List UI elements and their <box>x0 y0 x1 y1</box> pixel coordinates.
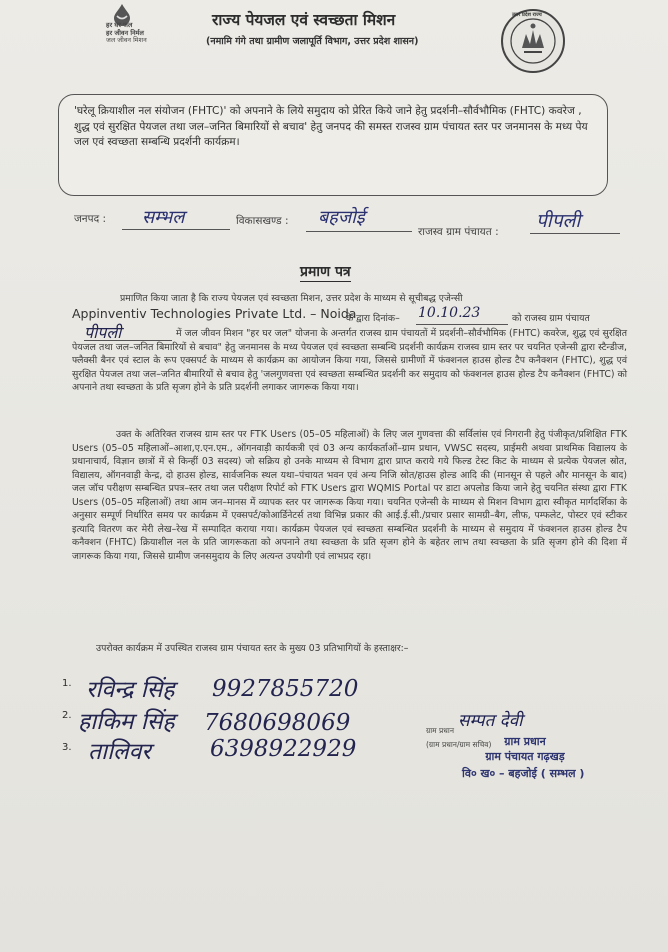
participant-2-name: हाकिम सिंह <box>78 709 175 735</box>
program-date: 10.10.23 <box>418 305 481 321</box>
participants-intro: उपरोक्त कार्यक्रम में उपस्थित राजस्व ग्राम पंचायत स्तर के मुख्य 03 प्रतिभागियों के हस्ताक्षर:– <box>96 643 409 654</box>
cert-para-1-date-label: के द्वारा दिनांक– <box>346 313 400 324</box>
district-value: सम्भल <box>142 207 185 228</box>
participant-2-phone: 7680698069 <box>204 710 351 736</box>
participant-1-name: रविन्द्र सिंह <box>86 677 175 703</box>
logo-caption-1: हर घर जल <box>106 21 133 29</box>
participant-3-number: 3. <box>62 742 72 753</box>
up-state-seal-icon <box>500 8 566 74</box>
certificate-title: प्रमाण पत्र <box>300 264 351 280</box>
cert-para-1-line-1: प्रमाणित किया जाता है कि राज्य पेयजल एवं स्वच्छता मिशन, उत्तर प्रदेश के माध्यम से सूचीबद्ध एजेन्सी <box>120 293 463 304</box>
stamp-line-3: वि० ख० – बहजोई ( सम्भल ) <box>462 767 585 780</box>
gram-panchayat-value: पीपली <box>536 210 581 232</box>
seal-text: उत्तर प्रदेश राज्य <box>512 12 542 18</box>
cert-para-1-body: में जल जीवन मिशन "हर घर जल" योजना के अन्तर्गत राजस्व ग्राम पंचायतों में प्रदर्शनी–सौर्वभौमिक (FHTC) कवरेज, शुद्ध एवं सुरक्षित पेयजल तथा जल–जनित बिमारियों से बचाव" हेतु जनमानस के मध्य पेयजल एवं स्वच्छता सम्बन्धि प्रदर्शनी कार्यक्रम राजस्व ग्राम स्तर पर चयनित एजेन्सी द्वारा स्टैन्डीज, फ्लैक्सी बैनर एवं स्टाल के रूप एक्सपर्ट के माध्यम से कार्यक्रम का आयोजन किया गया, जिससे ग्रामीणों में फंक्शनल हाउस होल्ड टैप कनैक्शन (FHTC), शुद्ध एवं सुरक्षित पेयजल तथा जल–जनित बीमारियों से बचाव हेतु 'जलगुणवत्ता एवं स्वच्छता सम्बन्धित प्रदर्शनी कर समुदाय को फंक्शनल हाउस होल्ड टैप कनैक्शन (FHTC) को अपनाने तथा स्वच्छता के प्रति सृजग होने के प्रति प्रदर्शनी लगाकर जागरूक किया गया। <box>72 328 627 393</box>
gram-panchayat-underline <box>530 233 620 234</box>
block-underline <box>306 231 412 232</box>
participant-3-name: तालिवर <box>88 739 151 765</box>
district-label: जनपद : <box>74 213 107 225</box>
cert-para-1-gp-label: को राजस्व ग्राम पंचायत <box>512 313 590 324</box>
participant-3-phone: 6398922929 <box>210 736 357 762</box>
cert-para-2-body: उक्त के अतिरिक्त राजस्व ग्राम स्तर पर FTK Users (05–05 महिलाओं) के लिए जल गुणवत्ता की सर्विलांस एवं निगरानी हेतु पंजीकृत/प्रशिक्षित FTK Users (05–05 महिलाओं–आशा,ए.एन.एम., ऑगनवाड़ी कार्यकत्री एवं 03 अन्य कार्यकर्ताओं–ग्राम प्रधान, VWSC सदस्य, प्राईमरी अथवा प्राथमिक विद्यालय के प्रधानाचार्य, विज्ञान छात्रों में से किन्हीं 03 सदस्य) जो सक्रिय हो उनके माध्यम से विभाग द्वारा प्राप्त कराये गये फिल्ड टेस्ट किट के माध्यम से प्रत्येक पेयजल स्रोत, विद्यालय, ऑगनवाड़ी केन्द्र, दो हाउस होल्ड, सार्वजनिक स्थल यथा–पंचायत भवन एवं अन्य निजि स्रोत/हाउस होल्ड आदि की (मानसून से पहले और मानसून के बाद) जल जॉच परीक्षण सम्बन्धित प्रपत्र–स्तर तथा जल परीक्षण रिपोर्ट को FTK Users द्वारा WQMIS Portal पर डाटा अपलोड किया जाने हेतु चयनित संस्था द्वारा FTK Users (05–05 महिलाओं) तथा आम जन–मानस में व्यापक स्तर पर जागरूक किया गया। चयनित एजेन्सी के माध्यम से मिशन विभाग द्वारा स्वीकृत मार्गदर्शिका के अनुसार सम्पूर्ण निर्धारित समय पर कार्यक्रम में एक्सपर्ट/कोआर्डिनेटर्स तथा विभिन्न प्रकार की आई.ई.सी./प्रचार प्रसार सामग्री–बैग, लीफ, पम्फलेट, पोस्टर एवं स्टीकर इत्यादि वितरण कर मेरी लेख–रेख में सम्पादित कराया गया। कार्यक्रम पेयजल एवं स्वच्छता सम्बन्धित प्रदर्शनी के माध्यम से समुदाय में फंक्शनल हाउस होल्ड टैप कनैक्शन (FHTC) क्रियाशील नल के प्रति जागरूकता को अपनाने तथा स्वच्छता के प्रति सृजग होने के बहेतर लाभ तथा स्वच्छता के प्रति सृजग होने की दिशा में जागरूक किया गया, जिससे ग्रामीण जनसमुदाय के लिए अत्यन्त उपयोगी एवं लाभप्रद रहा। <box>72 429 627 562</box>
cert-gram-panchayat: पीपली <box>84 323 122 342</box>
logo-caption-3: जल जीवन मिशन <box>106 36 147 44</box>
block-label: विकासखण्ड : <box>236 215 289 227</box>
participant-1-phone: 9927855720 <box>212 676 359 702</box>
date-underline <box>416 324 508 325</box>
agency-name: Appinventiv Technologies Private Ltd. – Noida <box>72 306 357 321</box>
stamp-line-1: ग्राम प्रधान <box>504 735 546 748</box>
signatory-label-2: (ग्राम प्रधान/ग्राम सचिव) <box>426 740 492 749</box>
block-value: बहजोई <box>318 207 365 228</box>
har-ghar-jal-logo <box>98 2 168 50</box>
program-notice-text: 'घरेलू क्रियाशील नल संयोजन (FHTC)' को अपनाने के लिये समुदाय को प्रेरित किये जाने हेतु प्रदर्शनी–सौर्वभौमिक (FHTC) कवरेज , शुद्ध एवं सुरक्षित पेयजल तथा जल–जनित बिमारियों से बचाव' हेतु जनपद की समस्त राजस्व ग्राम पंचायत स्तर पर जनमानस के मध्य पेय जल एवं स्वच्छता सम्बन्धि प्रदर्शनी कार्यक्रम। <box>74 105 588 148</box>
participant-1-number: 1. <box>62 678 72 689</box>
logo-caption-2: हर जीवन निर्मल <box>106 28 144 37</box>
gram-panchayat-label: राजस्व ग्राम पंचायत : <box>418 226 499 238</box>
district-underline <box>122 229 230 230</box>
page-subtitle: (नमामि गंगे तथा ग्रामीण जलापूर्ति विभाग, उत्तर प्रदेश शासन) <box>206 36 419 47</box>
participant-2-number: 2. <box>62 710 72 721</box>
pradhan-stamp <box>470 734 580 764</box>
signatory-label-1: ग्राम प्रधान <box>426 726 455 735</box>
page-title: राज्य पेयजल एवं स्वच्छता मिशन <box>212 11 396 29</box>
stamp-line-2: ग्राम पंचायत गढ़खड़ <box>485 750 565 763</box>
signatory-signature: सम्पत देवी <box>458 711 523 731</box>
